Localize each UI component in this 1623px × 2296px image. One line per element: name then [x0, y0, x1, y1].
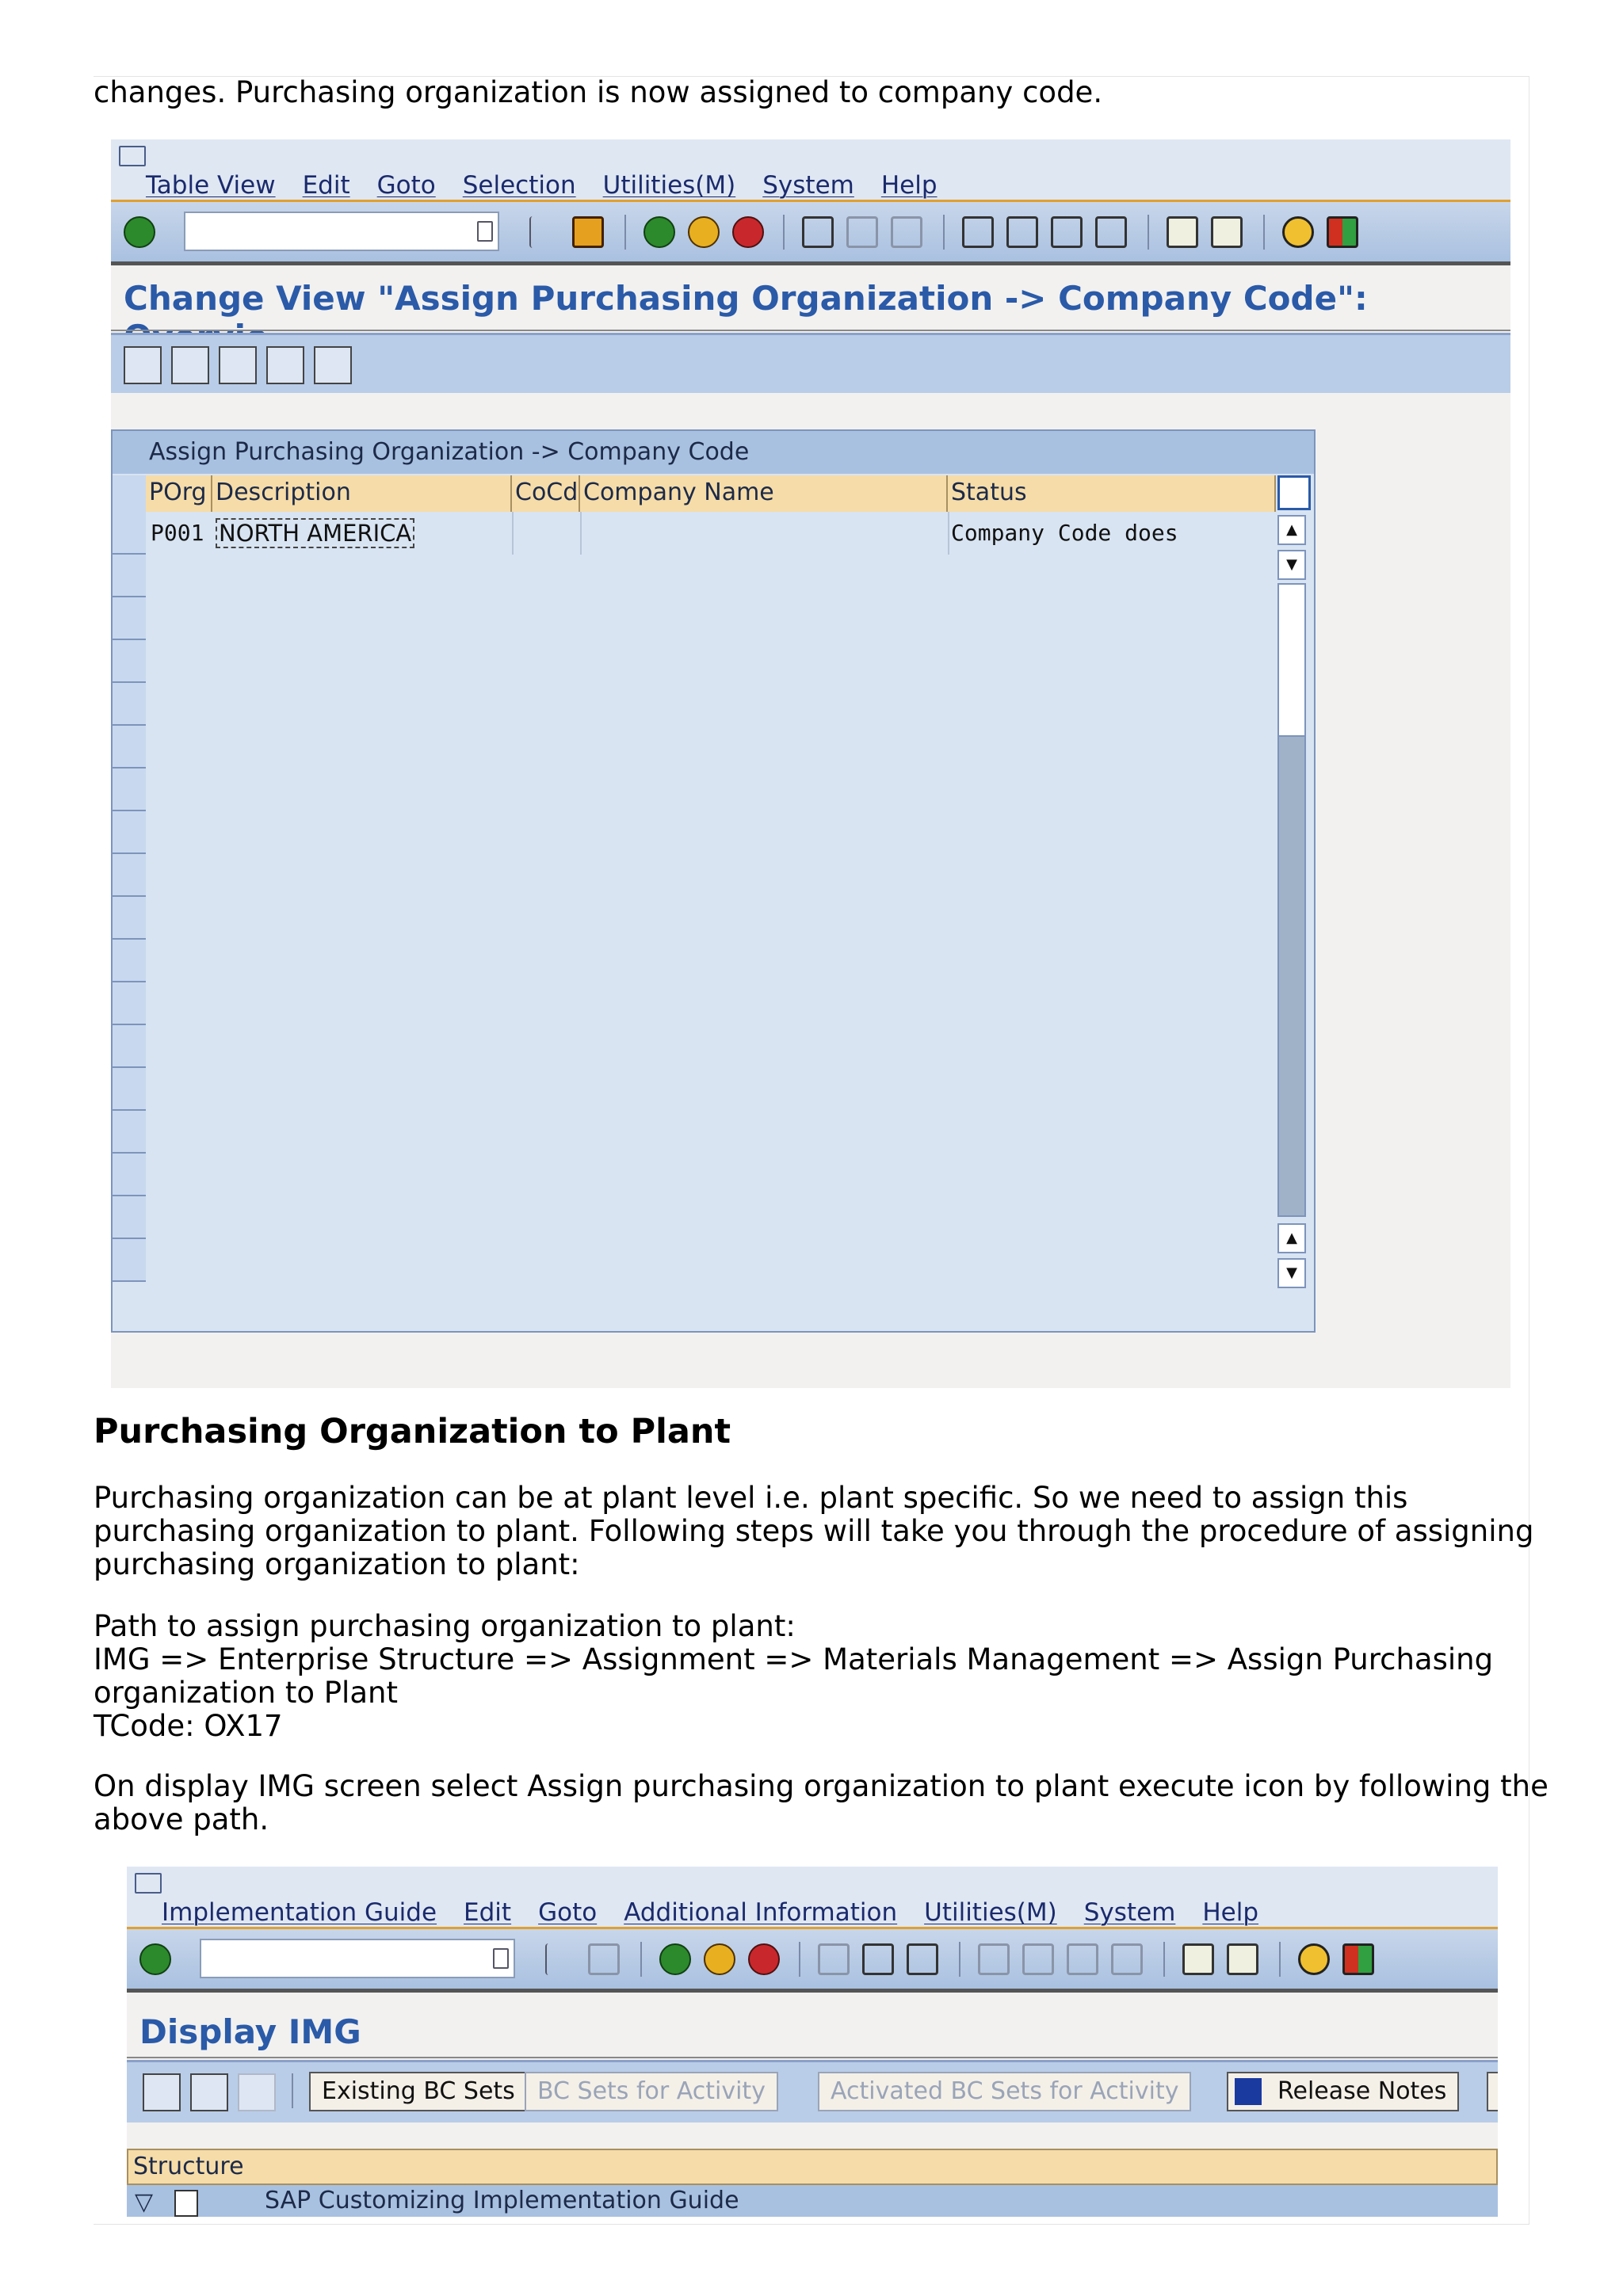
row-selector[interactable] — [113, 597, 146, 640]
menu-bar — [162, 1898, 1285, 1927]
info-icon — [1235, 2078, 1262, 2105]
exit-icon[interactable] — [688, 216, 720, 248]
menu-goto[interactable]: Goto — [376, 171, 436, 200]
screen-title: Change View "Assign Purchasing Organization -> Company Code": — [124, 279, 1368, 318]
activated-bc-sets-button[interactable]: Activated BC Sets for Activity — [818, 2072, 1191, 2111]
row-selector[interactable] — [113, 769, 146, 811]
menu-additional-information[interactable]: Additional Information — [624, 1898, 898, 1927]
row-selector[interactable] — [113, 1111, 146, 1154]
menu-system[interactable]: System — [1083, 1898, 1176, 1927]
menu-edit[interactable]: Edit — [302, 171, 350, 200]
help-icon[interactable] — [1282, 216, 1314, 248]
menu-utilities[interactable]: Utilities(M) — [924, 1898, 1057, 1927]
row-selector[interactable] — [113, 940, 146, 982]
select-all-icon[interactable] — [219, 346, 257, 384]
scroll-page-down-icon[interactable]: ▼ — [1277, 550, 1306, 580]
paragraph-path: Path to assign purchasing organization to plant: IMG => Enterprise Structure => Assignment => Materials Management => Assign Purchasing organization to Plant TCode: OX17 — [94, 1609, 1494, 1743]
document-icon — [174, 2190, 198, 2217]
scroll-down-icon[interactable]: ▼ — [1277, 1258, 1306, 1288]
enter-check-icon[interactable] — [139, 1943, 171, 1975]
print-icon[interactable] — [802, 216, 834, 248]
menu-help[interactable]: Help — [880, 171, 938, 200]
bc-sets-for-activity-button[interactable]: BC Sets for Activity — [525, 2072, 778, 2111]
save-icon[interactable] — [588, 1943, 620, 1975]
screen-title: Display IMG — [139, 2012, 361, 2051]
application-toolbar — [111, 333, 1510, 395]
command-dropdown-icon[interactable] — [493, 1948, 509, 1969]
standard-toolbar — [111, 200, 1510, 264]
back-arrow-icon[interactable] — [529, 216, 545, 248]
back-arrow-icon[interactable] — [545, 1943, 561, 1975]
row-selector[interactable] — [113, 1154, 146, 1196]
window-menu-icon[interactable] — [135, 1873, 162, 1894]
table-row[interactable] — [146, 512, 1277, 555]
documentation-icon[interactable] — [190, 2073, 228, 2111]
display-change-icon[interactable] — [124, 346, 162, 384]
command-field[interactable] — [184, 212, 499, 251]
column-header-cocd[interactable]: CoCd — [512, 475, 580, 512]
expand-subtree-icon[interactable] — [143, 2073, 181, 2111]
menu-system[interactable]: System — [762, 171, 854, 200]
create-session-icon[interactable] — [1182, 1943, 1214, 1975]
cell-description[interactable]: NORTH AMERICA — [216, 518, 414, 548]
cancel-icon[interactable] — [732, 216, 764, 248]
title-bar — [127, 1867, 1498, 1927]
more-button[interactable] — [1487, 2072, 1498, 2111]
row-selector[interactable] — [113, 555, 146, 597]
menu-bar — [146, 171, 964, 200]
menu-edit[interactable]: Edit — [464, 1898, 512, 1927]
shortcut-icon[interactable] — [1211, 216, 1243, 248]
back-icon[interactable] — [659, 1943, 691, 1975]
tree-node-root[interactable] — [127, 2185, 1498, 2217]
find-next-icon[interactable] — [891, 216, 922, 248]
row-selector[interactable] — [113, 512, 146, 555]
save-icon[interactable] — [572, 216, 604, 248]
last-page-icon[interactable] — [1095, 216, 1127, 248]
structure-header — [127, 2149, 1498, 2185]
row-selector[interactable] — [113, 683, 146, 726]
existing-bc-sets-button[interactable]: Existing BC Sets — [309, 2072, 528, 2111]
previous-page-icon[interactable] — [1022, 1943, 1054, 1975]
last-page-icon[interactable] — [1111, 1943, 1143, 1975]
standard-toolbar — [127, 1927, 1498, 1991]
row-selector[interactable] — [113, 1068, 146, 1111]
back-icon[interactable] — [643, 216, 675, 248]
window-menu-icon[interactable] — [119, 146, 146, 166]
sap-screen-display-img — [127, 1867, 1498, 2217]
scroll-thumb[interactable] — [1279, 585, 1304, 737]
tree-root-label: SAP Customizing Implementation Guide — [265, 2187, 739, 2214]
structure-label: Structure — [133, 2153, 244, 2180]
find-icon[interactable] — [862, 1943, 894, 1975]
release-notes-label: Release Notes — [1277, 2077, 1447, 2105]
table-control — [111, 429, 1316, 1333]
scroll-page-up-icon[interactable]: ▲ — [1277, 1223, 1306, 1253]
select-block-icon[interactable] — [266, 346, 304, 384]
menu-table-view[interactable]: Table View — [146, 171, 276, 200]
section-heading: Purchasing Organization to Plant — [94, 1412, 731, 1451]
expand-icon[interactable]: ▽ — [135, 2188, 154, 2216]
enter-check-icon[interactable] — [124, 216, 155, 248]
application-toolbar — [127, 2060, 1498, 2122]
column-header-status[interactable]: Status — [948, 475, 1276, 512]
row-selector[interactable] — [113, 897, 146, 940]
row-selector[interactable] — [113, 854, 146, 897]
vertical-scrollbar[interactable] — [1277, 583, 1306, 1217]
menu-goto[interactable]: Goto — [538, 1898, 598, 1927]
row-selector[interactable] — [113, 1025, 146, 1068]
exit-icon[interactable] — [704, 1943, 735, 1975]
cancel-icon[interactable] — [748, 1943, 780, 1975]
title-bar — [111, 139, 1510, 200]
row-selector[interactable] — [113, 640, 146, 683]
next-page-icon[interactable] — [1051, 216, 1083, 248]
column-header-company-name[interactable]: Company Name — [580, 475, 948, 512]
paragraph-instruction: On display IMG screen select Assign purchasing organization to plant execute icon by following the above path. — [94, 1769, 1549, 1836]
first-page-icon[interactable] — [978, 1943, 1010, 1975]
row-selector[interactable] — [113, 1239, 146, 1282]
scroll-up-icon[interactable]: ▲ — [1277, 515, 1306, 545]
shortcut-icon[interactable] — [1227, 1943, 1258, 1975]
cell-porg: P001 — [151, 520, 204, 546]
create-session-icon[interactable] — [1167, 216, 1198, 248]
table-title: Assign Purchasing Organization -> Company Code — [113, 431, 1314, 474]
command-dropdown-icon[interactable] — [477, 221, 493, 242]
sap-screen-change-view — [111, 139, 1510, 1388]
layout-menu-icon[interactable] — [1342, 1943, 1374, 1975]
paragraph-intro: Purchasing organization can be at plant level i.e. plant specific. So we need to assign this purchasing organization to plant. Following steps will take you through the procedure of assigning purchasing organization to plant: — [94, 1481, 1534, 1581]
execute-icon[interactable] — [238, 2073, 276, 2111]
command-field[interactable] — [200, 1939, 515, 1978]
column-settings-icon[interactable] — [1277, 475, 1311, 510]
release-notes-button[interactable] — [1227, 2072, 1459, 2111]
layout-menu-icon[interactable] — [1327, 216, 1358, 248]
next-page-icon[interactable] — [1067, 1943, 1098, 1975]
first-page-icon[interactable] — [962, 216, 994, 248]
find-icon[interactable] — [846, 216, 878, 248]
menu-help[interactable]: Help — [1202, 1898, 1259, 1927]
other-view-icon[interactable] — [171, 346, 209, 384]
intro-line: changes. Purchasing organization is now assigned to company code. — [94, 75, 1103, 109]
menu-implementation-guide[interactable]: Implementation Guide — [162, 1898, 437, 1927]
cell-status: Company Code does — [951, 520, 1178, 546]
row-selector[interactable] — [113, 726, 146, 769]
help-icon[interactable] — [1298, 1943, 1330, 1975]
column-header-description[interactable]: Description — [212, 475, 512, 512]
find-next-icon[interactable] — [907, 1943, 938, 1975]
deselect-all-icon[interactable] — [314, 346, 352, 384]
menu-utilities[interactable]: Utilities(M) — [602, 171, 736, 200]
row-selector[interactable] — [113, 1196, 146, 1239]
row-selector[interactable] — [113, 811, 146, 854]
menu-selection[interactable]: Selection — [462, 171, 576, 200]
previous-page-icon[interactable] — [1006, 216, 1038, 248]
print-icon[interactable] — [818, 1943, 850, 1975]
column-header-porg[interactable]: POrg — [146, 475, 212, 512]
row-selector[interactable] — [113, 982, 146, 1025]
